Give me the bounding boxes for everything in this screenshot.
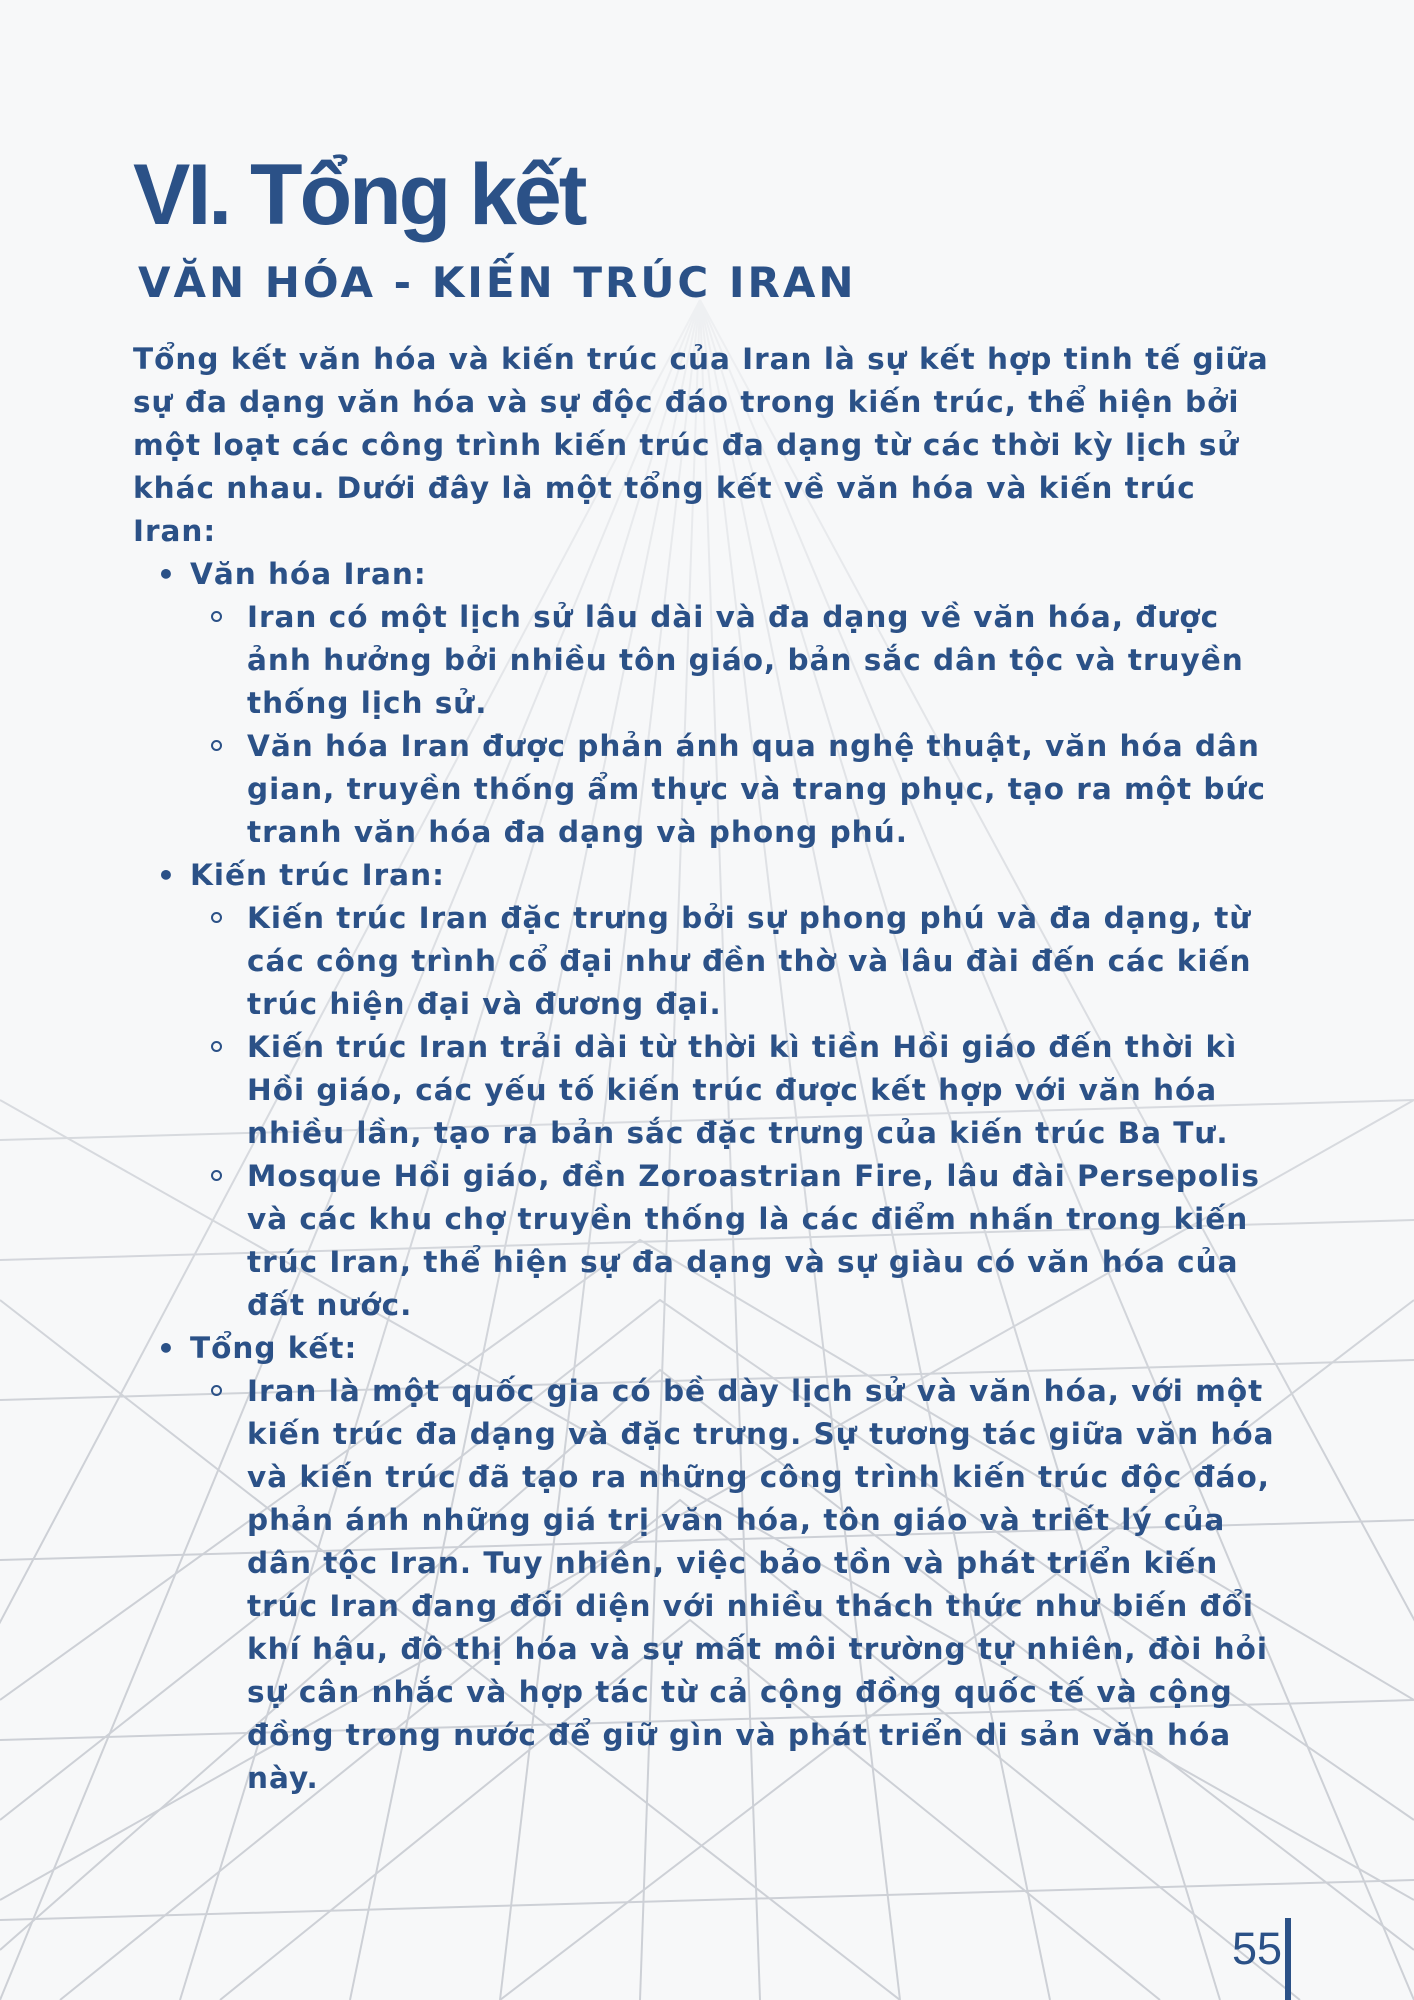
page-title: VI. Tổng kết bbox=[133, 147, 585, 243]
circle-bullet-icon bbox=[211, 611, 222, 622]
circle-bullet-icon bbox=[211, 740, 222, 751]
circle-bullet-icon bbox=[211, 1385, 222, 1396]
page-subtitle: VĂN HÓA - KIẾN TRÚC IRAN bbox=[138, 258, 857, 307]
circle-bullet-icon bbox=[211, 1170, 222, 1181]
list-item: Iran có một lịch sử lâu dài và đa dạng về văn hóa, được ảnh hưởng bởi nhiều tôn giáo, bản sắc dân tộc và truyền thống lịch sử. bbox=[247, 596, 1283, 725]
list-item: Mosque Hồi giáo, đền Zoroastrian Fire, lâu đài Persepolis và các khu chợ truyền thống là các điểm nhấn trong kiến trúc Iran, thể hiện sự đa dạng và sự giàu có văn hóa của đất nước. bbox=[247, 1155, 1283, 1327]
section-points bbox=[190, 1370, 1283, 1800]
intro-paragraph: Tổng kết văn hóa và kiến trúc của Iran là sự kết hợp tinh tế giữa sự đa dạng văn hóa và sự độc đáo trong kiến trúc, thể hiện bởi một loạt các công trình kiến trúc đa dạng từ các thời kỳ lịch sử khác nhau. Dưới đây là một tổng kết về văn hóa và kiến trúc Iran: bbox=[133, 342, 1269, 548]
section-architecture bbox=[157, 854, 1283, 1327]
section-conclusion bbox=[157, 1327, 1283, 1800]
section-heading: Văn hóa Iran: bbox=[190, 557, 427, 591]
list-item: Văn hóa Iran được phản ánh qua nghệ thuật, văn hóa dân gian, truyền thống ẩm thực và trang phục, tạo ra một bức tranh văn hóa đa dạng và phong phú. bbox=[247, 725, 1283, 854]
page-number-divider bbox=[1285, 1918, 1291, 2000]
circle-bullet-icon bbox=[211, 1041, 222, 1052]
section-heading: Tổng kết: bbox=[190, 1331, 358, 1365]
section-points bbox=[190, 596, 1283, 854]
bullet-icon: • bbox=[157, 558, 176, 591]
list-item: Kiến trúc Iran đặc trưng bởi sự phong phú và đa dạng, từ các công trình cổ đại như đền thờ và lâu đài đến các kiến trúc hiện đại và đương đại. bbox=[247, 897, 1283, 1026]
page-number: 55 bbox=[1231, 1923, 1282, 1974]
page-content bbox=[133, 147, 1283, 1800]
list-item: Iran là một quốc gia có bề dày lịch sử và văn hóa, với một kiến trúc đa dạng và đặc trưng. Sự tương tác giữa văn hóa và kiến trúc đã tạo ra những công trình kiến trúc độc đáo, phản ánh những giá trị văn hóa, tôn giáo và triết lý của dân tộc Iran. Tuy nhiên, việc bảo tồn và phát triển kiến trúc Iran đang đối diện với nhiều thách thức như biến đổi khí hậu, đô thị hóa và sự mất môi trường tự nhiên, đòi hỏi sự cân nhắc và hợp tác từ cả cộng đồng quốc tế và cộng đồng trong nước để giữ gìn và phát triển di sản văn hóa này. bbox=[247, 1370, 1283, 1800]
summary-list bbox=[133, 553, 1283, 1800]
section-points bbox=[190, 897, 1283, 1327]
bullet-icon: • bbox=[157, 1332, 176, 1365]
bullet-icon: • bbox=[157, 859, 176, 892]
list-item: Kiến trúc Iran trải dài từ thời kì tiền Hồi giáo đến thời kì Hồi giáo, các yếu tố kiến trúc được kết hợp với văn hóa nhiều lần, tạo ra bản sắc đặc trưng của kiến trúc Ba Tư. bbox=[247, 1026, 1283, 1155]
circle-bullet-icon bbox=[211, 912, 222, 923]
section-culture bbox=[157, 553, 1283, 854]
section-heading: Kiến trúc Iran: bbox=[190, 858, 445, 892]
